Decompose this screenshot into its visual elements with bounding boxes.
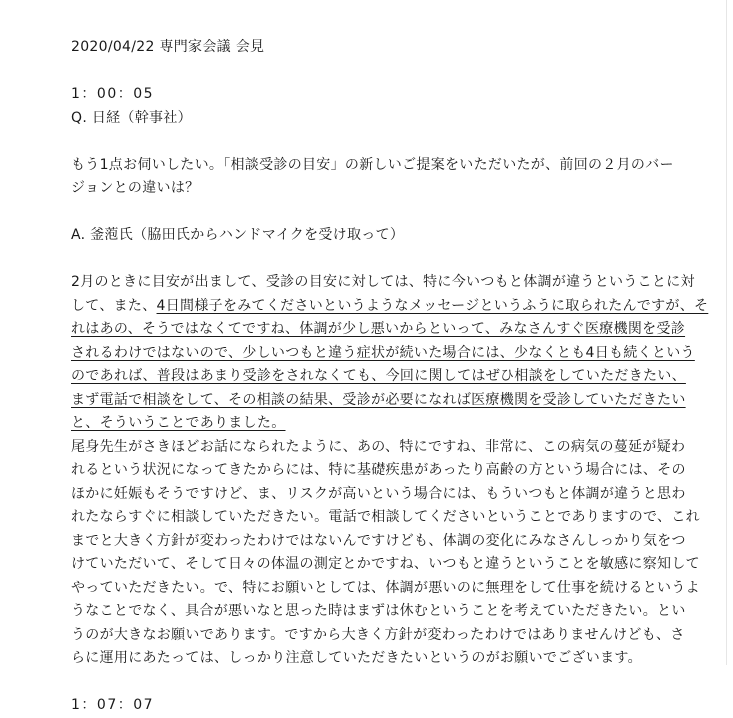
spacer: [71, 130, 671, 154]
underlined-text: のであれば、普段はあまり受診をされなくても、今回に関してはぜひ相談をしていただきたい、: [71, 368, 686, 384]
question-line: もう1点お伺いしたい。「相談受診の目安」の新しいご提案をいただいたが、前回の２月のバー: [71, 156, 674, 173]
answer-line: [71, 342, 695, 366]
answer-line: [71, 295, 709, 319]
answer-line: [71, 271, 695, 295]
answer-line: けていただいて、そして日々の体温の測定とかですね、いつもと違うということを敏感に察知して: [71, 556, 700, 572]
answer-paragraph-2: [71, 436, 700, 671]
answer-text: 2月のときに目安が出まして、受診の目安に対しては、特に今いつもと体調が違うということに対: [71, 274, 695, 290]
question-label: Q. 日経（幹事社）: [71, 109, 192, 126]
timestamp: 1：00：05: [71, 86, 155, 102]
spacer: [71, 60, 671, 84]
timestamp-next: 1：07：07: [71, 697, 155, 713]
answer-line: [71, 412, 671, 436]
answer-line: れるという状況になってきたからには、特に基礎疾患があったり高齢の方という場合には、その: [71, 462, 686, 478]
underlined-text: されるわけではないので、少しいつもと違う症状が続いた場合には、少なくとも4日も続くという: [71, 344, 695, 361]
answer-line: [71, 389, 686, 413]
underlined-text: まず電話で相談をして、その相談の結果、受診が必要になれば医療機関を受診していただきたい: [71, 391, 686, 408]
underlined-text: れはあの、そうではなくてですね、体調が少し悪いからといって、みなさんすぐ医療機関を受診: [71, 321, 686, 337]
answer-paragraph-1: [71, 271, 709, 436]
spacer: [71, 671, 671, 695]
answer-line: うのが大きなお願いであります。ですから大きく方針が変わったわけではありませんけども、さ: [71, 626, 685, 643]
answer-line: うなことでなく、具合が悪いなと思った時はまずは休むということを考えていただきたい。とい: [71, 603, 686, 619]
answer-line: らに運用にあたっては、しっかり注意していただきたいというのがお願いでございます。: [71, 650, 642, 666]
answer-line: ほかに妊娠もそうですけど、ま、リスクが高いという場合には、もういつもと体調が違うと思わ: [71, 485, 686, 502]
document-title: 2020/04/22 専門家会議 会見: [71, 39, 265, 55]
answer-label: A. 釜萢氏（脇田氏からハンドマイクを受け取って）: [71, 227, 405, 243]
question-line: ジョンとの違いは？: [71, 180, 200, 196]
answer-line: [71, 365, 686, 389]
underlined-text: と、そういうことでありました。: [71, 415, 286, 431]
answer-line: やっていただきたい。で、特にお願いとしては、体調が悪いのに無理をして仕事を続けるというよ: [71, 579, 700, 596]
answer-text: して、また、: [71, 297, 157, 314]
transcript-body: [71, 36, 709, 718]
answer-line: れたならすぐに相談していただきたい。電話で相談してくださいということでありますので、これ: [71, 509, 700, 525]
answer-line: 尾身先生がさきほどお話になられたように、あの、特にですね、非常に、この病気の蔓延が疑わ: [71, 438, 686, 455]
answer-line: までと大きく方針が変わったわけではないんですけども、体調の変化にみなさんしっかり気をつ: [71, 532, 686, 549]
spacer: [71, 201, 671, 225]
question-text: [71, 154, 674, 201]
underlined-text: 4日間様子をみてくださいというようなメッセージというふうに取られたんですが、そ: [156, 297, 709, 314]
answer-line: [71, 318, 686, 342]
spacer: [71, 248, 671, 272]
